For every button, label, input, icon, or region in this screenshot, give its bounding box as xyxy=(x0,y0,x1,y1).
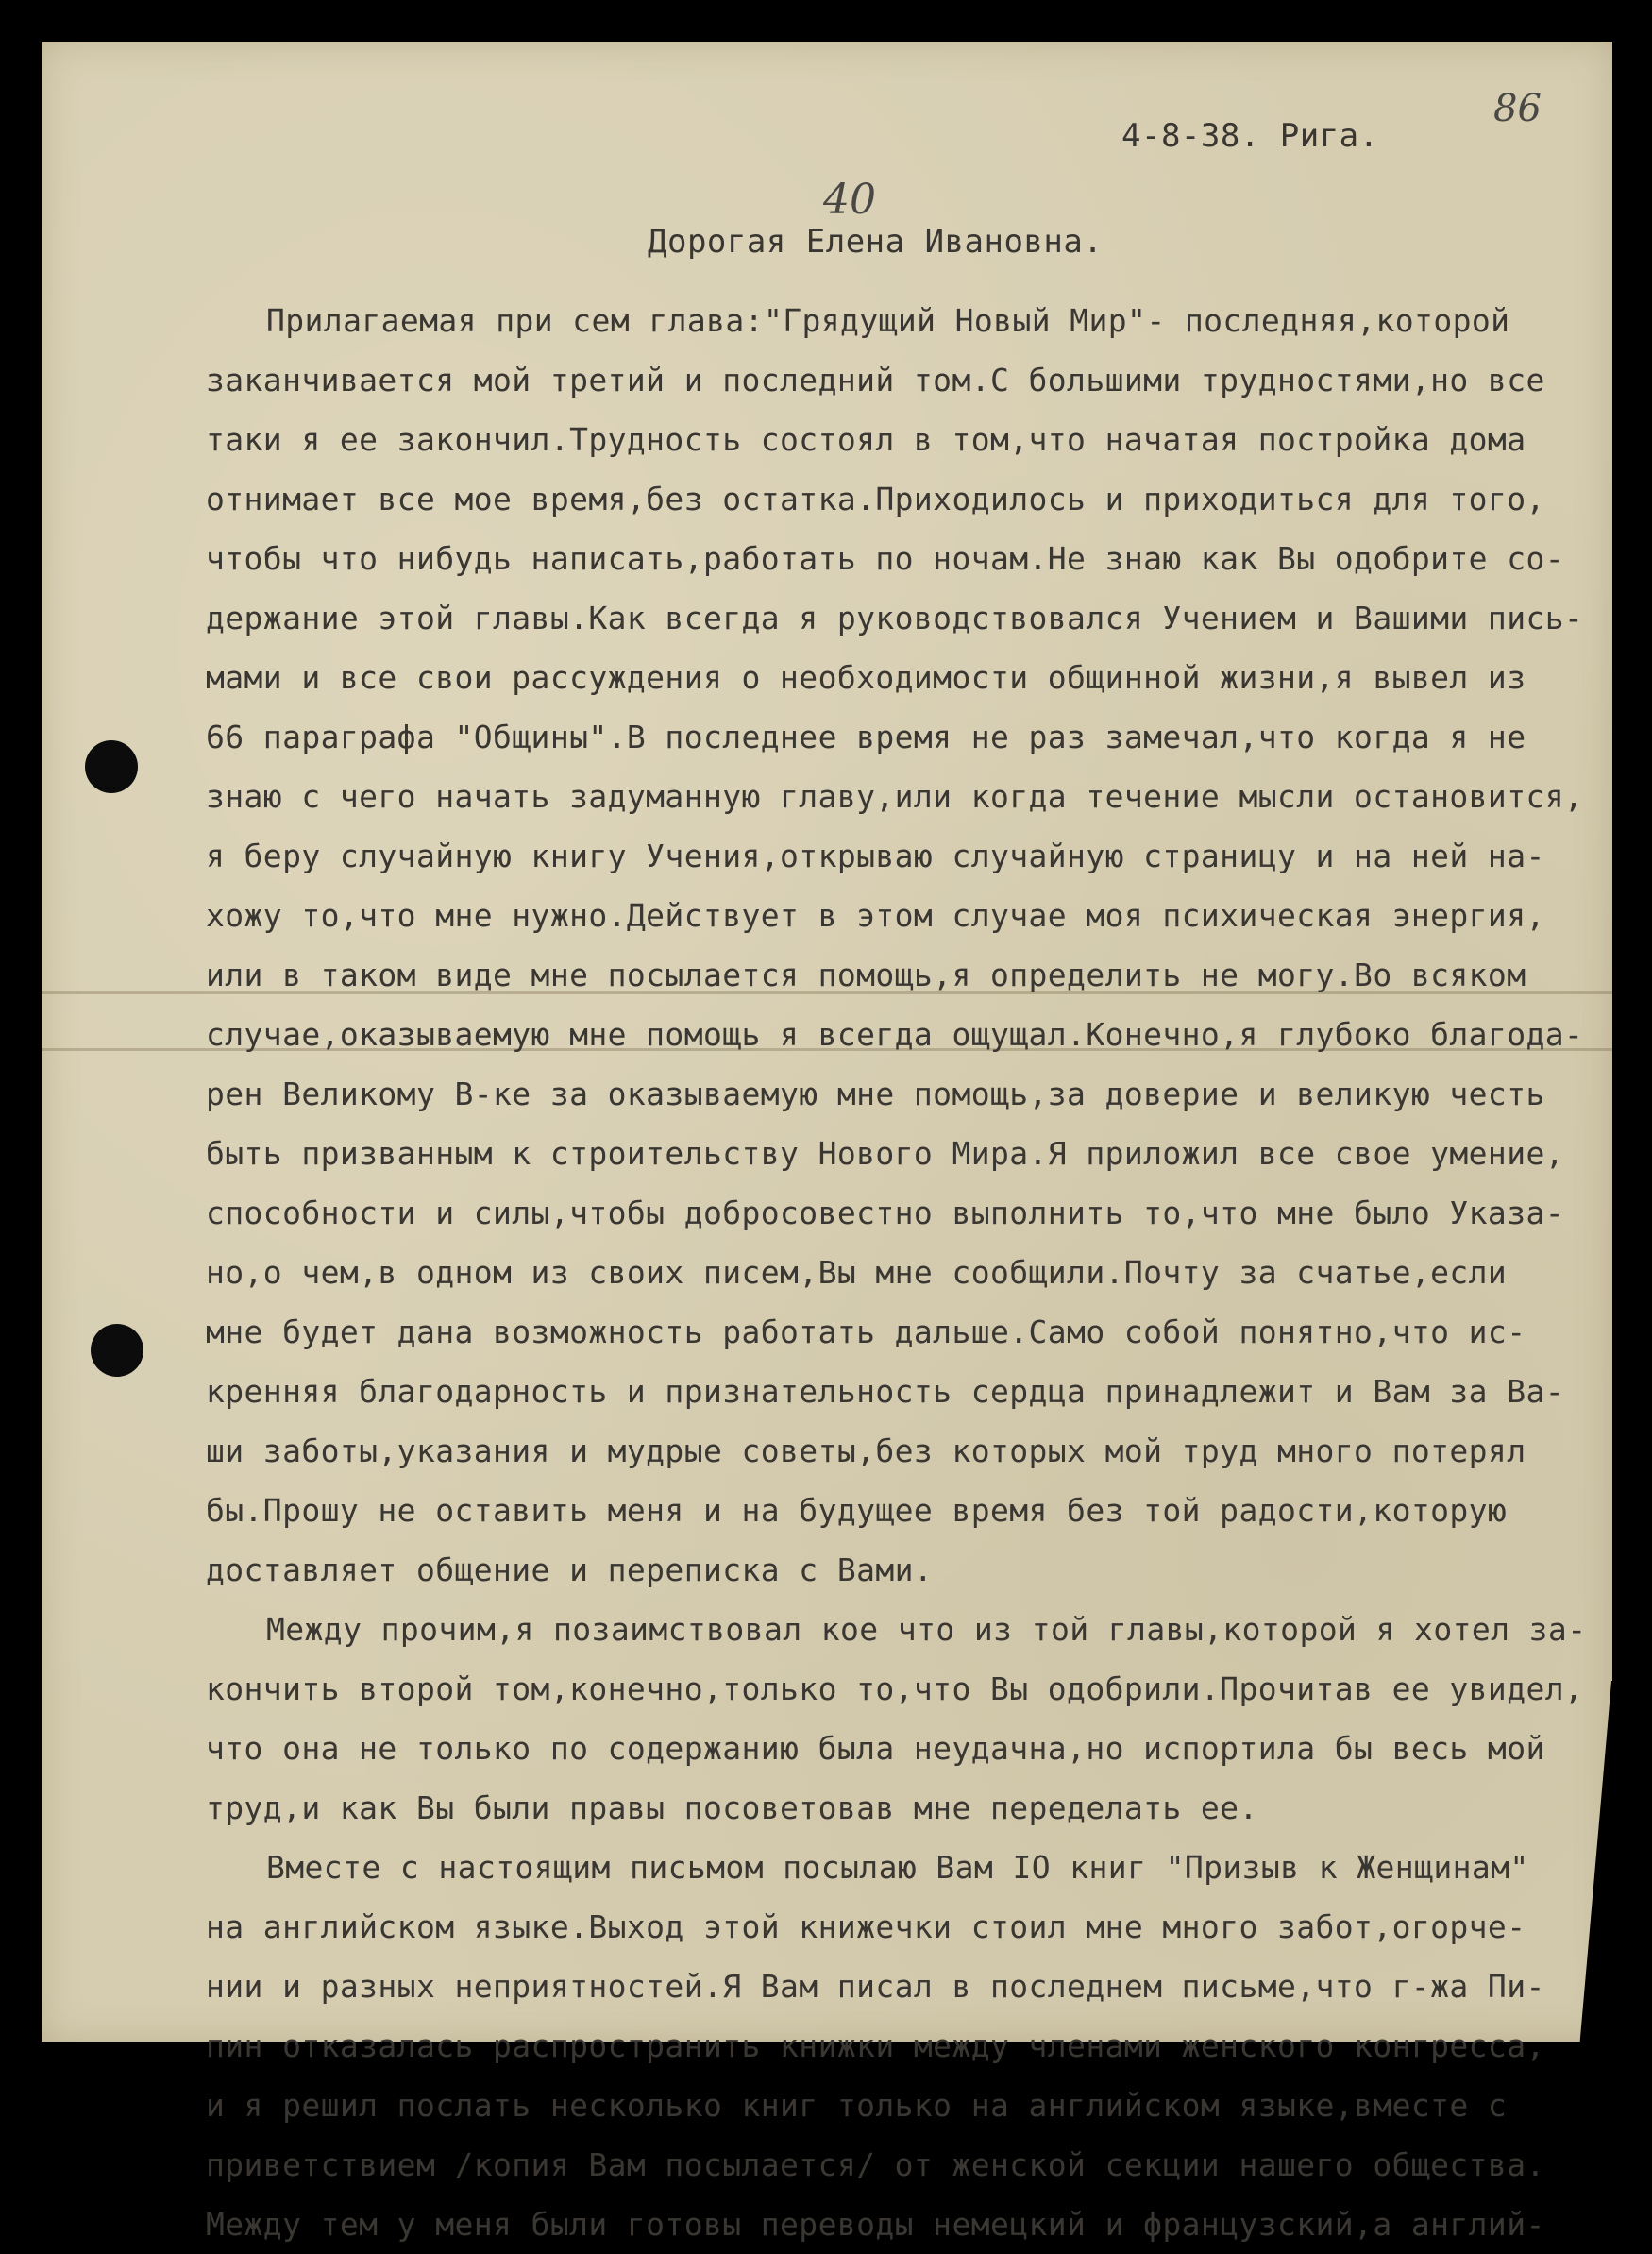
letter-line: но,о чем,в одном из своих писем,Вы мне сообщили.Почту за счатье,если xyxy=(206,1254,1508,1291)
letter-line: заканчивается мой третий и последний том.С большими трудностями,но все xyxy=(206,362,1545,398)
letter-line: на английском языке.Выход этой книжечки стоил мне много забот,огорче- xyxy=(206,1908,1526,1945)
letter-line: рен Великому В-ке за оказываемую мне помощь,за доверие и великую честь xyxy=(206,1076,1545,1112)
letter-line: хожу то,что мне нужно.Действует в этом случае моя психическая энергия, xyxy=(206,897,1545,934)
letter-line: знаю с чего начать задуманную главу,или когда течение мысли остановится, xyxy=(206,778,1584,815)
letter-line: случае,оказываемую мне помощь я всегда ощущал.Конечно,я глубоко благода- xyxy=(206,1016,1584,1053)
letter-line: ши заботы,указания и мудрые советы,без которых мой труд много потерял xyxy=(206,1432,1526,1469)
salutation: Дорогая Елена Ивановна. xyxy=(648,223,1104,261)
letter-line: отнимает все мое время,без остатка.Приходилось и приходиться для того, xyxy=(206,481,1545,517)
letter-line: и я решил послать несколько книг только на английском языке,вместе с xyxy=(206,2087,1508,2124)
letter-line: я беру случайную книгу Учения,открываю случайную страницу и на ней на- xyxy=(206,838,1545,874)
date-place: 4-8-38. Рига. xyxy=(1121,117,1379,155)
letter-line: нии и разных неприятностей.Я Вам писал в последнем письме,что г-жа Пи- xyxy=(206,1968,1545,2005)
letter-line: пин отказалась распространить книжки между членами женского конгресса, xyxy=(206,2027,1545,2064)
punch-hole xyxy=(91,1324,143,1377)
letter-line: мами и все свои рассуждения о необходимости общинной жизни,я вывел из xyxy=(206,659,1526,696)
letter-line: или в таком виде мне посылается помощь,я определить не могу.Во всяком xyxy=(206,957,1526,993)
letter-line: приветствием /копия Вам посылается/ от женской секции нашего общества. xyxy=(206,2146,1545,2183)
letter-line: 66 параграфа "Общины".В последнее время не раз замечал,что когда я не xyxy=(206,719,1526,755)
letter-line: бы.Прошу не оставить меня и на будущее время без той радости,которую xyxy=(206,1492,1508,1529)
letter-line: таки я ее закончил.Трудность состоял в том,что начатая постройка дома xyxy=(206,421,1526,458)
letter-line: чтобы что нибудь написать,работать по ночам.Не знаю как Вы одобрите со- xyxy=(206,540,1565,577)
page-number: 40 xyxy=(823,176,876,224)
punch-hole xyxy=(85,740,138,793)
letter-line: что она не только по содержанию была неудачна,но испортила бы весь мой xyxy=(206,1730,1545,1767)
letter-line: Между тем у меня были готовы переводы немецкий и французский,а англий- xyxy=(206,2206,1545,2243)
letter-line: труд,и как Вы были правы посоветовав мне переделать ее. xyxy=(206,1789,1258,1826)
letter-line: Вместе с настоящим письмом посылаю Вам IO книг "Призыв к Женщинам" xyxy=(266,1849,1529,1886)
letter-line: доставляет общение и переписка с Вами. xyxy=(206,1551,934,1588)
letter-line: держание этой главы.Как всегда я руководствовался Учением и Вашими пись- xyxy=(206,600,1584,636)
letter-line: мне будет дана возможность работать дальше.Само собой понятно,что ис- xyxy=(206,1313,1526,1350)
letter-body xyxy=(206,291,1603,2254)
letter-line: способности и силы,чтобы добросовестно выполнить то,что мне было Указа- xyxy=(206,1195,1565,1231)
letter-line: кончить второй том,конечно,только то,что Вы одобрили.Прочитав ее увидел, xyxy=(206,1670,1584,1707)
letter-line: Прилагаемая при сем глава:"Грядущий Новый Мир"- последняя,которой xyxy=(266,302,1510,339)
letter-line: Между прочим,я позаимствовал кое что из той главы,которой я хотел за- xyxy=(266,1611,1587,1648)
archive-number: 86 xyxy=(1493,87,1542,130)
letter-line: быть призванным к строительству Нового Мира.Я приложил все свое умение, xyxy=(206,1135,1565,1172)
letter-line: кренняя благодарность и признательность сердца принадлежит и Вам за Ва- xyxy=(206,1373,1565,1410)
